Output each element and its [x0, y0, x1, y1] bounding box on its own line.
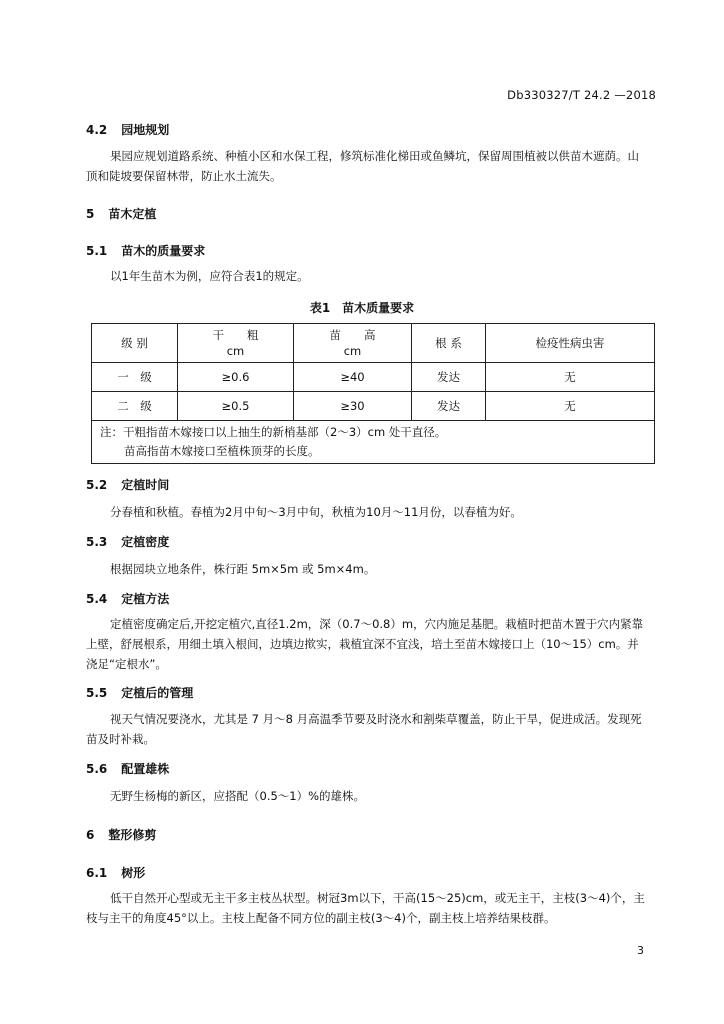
cell-diameter: ≥0.6: [178, 363, 294, 392]
header-root: 根 系: [412, 324, 486, 363]
cell-diameter: ≥0.5: [178, 392, 294, 421]
section-title: 定植后的管理: [121, 686, 194, 700]
header-height: [294, 324, 412, 363]
table-note-line-1: 注：干粗指苗木嫁接口以上抽生的新梢基部（2～3）cm 处干直径。: [100, 425, 447, 439]
header-diameter: [178, 324, 294, 363]
section-title: 定植密度: [121, 535, 170, 549]
section-title: 园地规划: [121, 123, 170, 137]
section-6-1-heading: [86, 864, 145, 881]
section-5-5-heading: [86, 684, 193, 701]
section-title: 树形: [121, 866, 146, 880]
section-title: 整形修剪: [108, 828, 157, 842]
section-4-2-heading: [86, 121, 169, 138]
section-5-1-text: 以1年生苗木为例，应符合表1的规定。: [110, 269, 309, 283]
header-diameter-unit: cm: [226, 344, 245, 358]
cell-height: ≥30: [294, 392, 412, 421]
section-number: 5.4: [86, 592, 108, 606]
section-number: 5.3: [86, 535, 108, 549]
section-title: 定植时间: [121, 478, 170, 492]
section-title: 定植方法: [121, 592, 170, 606]
section-5-heading: [86, 205, 156, 222]
section-number: 4.2: [86, 123, 108, 137]
table-note-line-2: 苗高指苗木嫁接口至植株顶芽的长度。: [124, 444, 320, 458]
section-title: 苗木定植: [108, 207, 157, 221]
cell-height: ≥40: [294, 363, 412, 392]
table-1-caption: 表1 苗木质量要求: [309, 301, 415, 315]
section-title: 苗木的质量要求: [121, 244, 206, 258]
section-4-2-text: 果园应规划道路系统、种植小区和水保工程，修筑标准化梯田或鱼鳞坑，保留周围植被以供苗木遮荫。山顶和陡坡要保留林带，防止水土流失。: [86, 149, 639, 183]
section-5-6-heading: [86, 760, 169, 777]
header-pest: 检疫性病虫害: [486, 324, 655, 363]
header-height-label: 苗 高: [329, 328, 376, 342]
table-header-row: [92, 324, 655, 363]
section-number: 5.6: [86, 762, 108, 776]
section-5-2-text: 分春植和秋植。春植为2月中旬～3月中旬，秋植为10月～11月份，以春植为好。: [110, 505, 522, 519]
section-5-6-text: 无野生杨梅的新区，应搭配（0.5～1）%的雄株。: [110, 789, 366, 803]
section-number: 5.1: [86, 244, 108, 258]
document-code: Db330327/T 24.2 —2018: [507, 88, 656, 102]
section-6-heading: [86, 826, 156, 843]
section-title: 配置雄株: [121, 762, 170, 776]
section-5-1-heading: [86, 242, 205, 259]
section-6-1-text: 低干自然开心型或无主干多主枝丛状型。树冠3m以下，干高(15～25)cm，或无主干，主枝(3～4)个，主枝与主干的角度45°以上。主枝上配备不同方位的副主枝(3～4)个，副主枝上培养结果枝群。: [86, 891, 645, 925]
section-number: 5: [86, 207, 95, 221]
cell-root: 发达: [412, 363, 486, 392]
cell-root: 发达: [412, 392, 486, 421]
cell-grade: 二 级: [92, 392, 178, 421]
cell-pest: 无: [486, 363, 655, 392]
cell-pest: 无: [486, 392, 655, 421]
section-number: 6.1: [86, 866, 108, 880]
header-height-unit: cm: [343, 344, 362, 358]
section-5-4-heading: [86, 590, 169, 607]
section-number: 5.2: [86, 478, 108, 492]
section-number: 6: [86, 828, 95, 842]
page-number: 3: [637, 944, 644, 957]
table-note-row: [92, 421, 655, 464]
table-note: [92, 421, 655, 464]
section-5-3-heading: [86, 533, 169, 550]
table-row: [92, 363, 655, 392]
table-row: [92, 392, 655, 421]
section-number: 5.5: [86, 686, 108, 700]
section-5-3-text: 根据园块立地条件，株行距 5m×5m 或 5m×4m。: [110, 562, 376, 576]
header-grade: 级 别: [92, 324, 178, 363]
cell-grade: 一 级: [92, 363, 178, 392]
header-diameter-label: 干 粗: [212, 328, 259, 342]
table-1: [91, 323, 655, 464]
section-5-5-text: 视天气情况要浇水，尤其是 7 月～8 月高温季节要及时浇水和割柴草覆盖，防止干旱，促进成活。发现死苗及时补栽。: [86, 712, 642, 746]
section-5-4-text: 定植密度确定后,开挖定植穴,直径1.2m，深（0.7～0.8）m，穴内施足基肥。栽植时把苗木置于穴内紧靠上壁，舒展根系，用细土填入根间，边填边揿实，栽植宜深不宜浅，培土至苗木嫁接口上（10～15）cm。并浇足“定根水”。: [86, 617, 644, 671]
section-5-2-heading: [86, 476, 169, 493]
